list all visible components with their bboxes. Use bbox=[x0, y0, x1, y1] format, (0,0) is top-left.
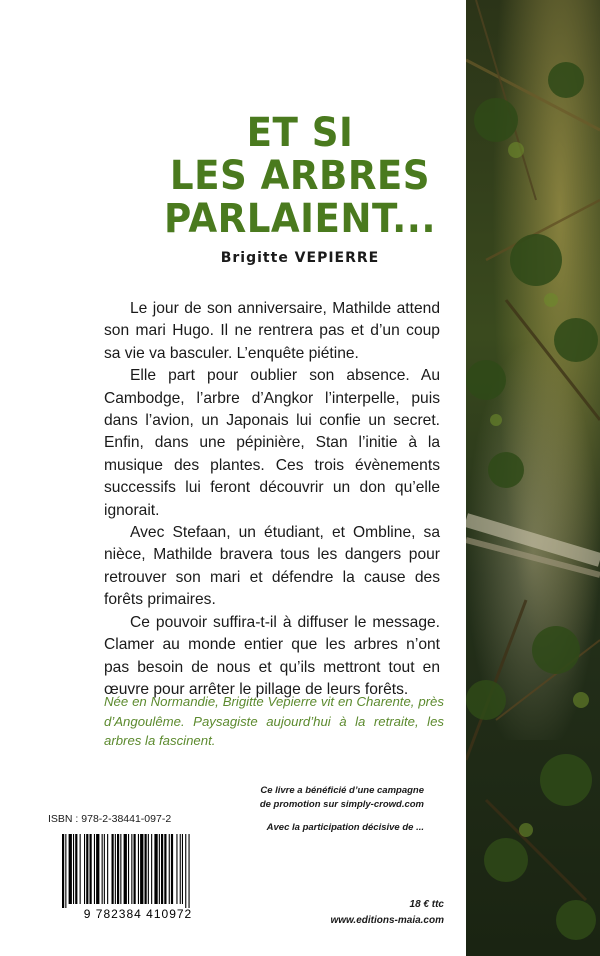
barcode-bar bbox=[169, 834, 170, 904]
synopsis-paragraph: Avec Stefaan, un étudiant, et Ombline, sa nièce, Mathilde bravera tous les dangers pour retrouver son mari et défendre la cause des forêts primaires. bbox=[104, 524, 440, 609]
barcode-bar bbox=[84, 834, 85, 904]
barcode-bar bbox=[185, 834, 186, 908]
barcode-bar bbox=[171, 834, 173, 904]
barcode-bar bbox=[120, 834, 121, 904]
barcode-bar bbox=[75, 834, 77, 904]
synopsis bbox=[104, 298, 440, 701]
barcode-bar bbox=[65, 834, 66, 908]
barcode-bar bbox=[69, 834, 72, 904]
author-bio: Née en Normandie, Brigitte Vepierre vit en Charente, près d’Angoulême. Paysagiste aujourd’hui à la retraite, les arbres la fascinent. bbox=[104, 694, 444, 748]
barcode-bar bbox=[164, 834, 166, 904]
barcode-bar bbox=[138, 834, 139, 904]
campaign-line: Ce livre a bénéficié d’une campagne bbox=[260, 785, 424, 796]
isbn-label: ISBN : 978-2-38441-097-2 bbox=[48, 813, 172, 825]
barcode-bar bbox=[189, 834, 190, 908]
book-title bbox=[161, 112, 440, 241]
barcode-bar bbox=[112, 834, 114, 904]
barcode-bar bbox=[80, 834, 81, 904]
barcode-bar bbox=[182, 834, 183, 904]
barcode-bar bbox=[62, 834, 64, 908]
barcode-bar bbox=[151, 834, 152, 904]
barcode-bar bbox=[86, 834, 88, 904]
title-line: ET SI bbox=[246, 110, 354, 156]
barcode-bar bbox=[102, 834, 103, 904]
price: 18 € ttc bbox=[409, 899, 444, 910]
barcode-bar bbox=[180, 834, 181, 904]
barcode-bar bbox=[73, 834, 74, 904]
synopsis-paragraph: Ce pouvoir suffira-t-il à diffuser le message. Clamer au monde entier que les arbres n’ont pas besoin de nous et qu’ils mettront tout en œuvre pour arrêter le pillage de leurs forêts. bbox=[104, 613, 440, 698]
participation-note: Avec la participation décisive de ... bbox=[266, 822, 424, 833]
author-name: Brigitte VEPIERRE bbox=[220, 250, 380, 266]
barcode-bar bbox=[159, 834, 160, 904]
barcode-bar bbox=[176, 834, 177, 904]
synopsis-paragraph: Le jour de son anniversaire, Mathilde attend son mari Hugo. Il ne rentrera pas et d’un coup sa vie va basculer. L’enquête piétine. bbox=[104, 300, 440, 362]
barcode-bar bbox=[117, 834, 119, 904]
barcode-bar bbox=[128, 834, 129, 904]
publisher-website: www.editions-maia.com bbox=[330, 915, 444, 926]
barcode-bar bbox=[134, 834, 136, 904]
barcode-bar bbox=[115, 834, 116, 904]
barcode-bar bbox=[94, 834, 95, 904]
barcode-bar bbox=[154, 834, 157, 904]
barcode-icon bbox=[54, 832, 222, 922]
barcode-bar bbox=[107, 834, 108, 904]
barcode-bar bbox=[104, 834, 105, 904]
synopsis-paragraph: Elle part pour oublier son absence. Au Cambodge, l’arbre d’Angkor l’interpelle, puis dans l’avion, un Japonais lui confie un secret. Enfin, dans une pépinière, Stan l’initie à la musique des plantes. Ces trois évènements successifs lui feront découvrir un don qu’elle ignorait. bbox=[104, 367, 440, 519]
barcode-bar bbox=[124, 834, 127, 904]
barcode-bar bbox=[96, 834, 99, 904]
campaign-note bbox=[256, 784, 424, 812]
campaign-line: de promotion sur simply-crowd.com bbox=[259, 799, 424, 810]
barcode-bar bbox=[145, 834, 147, 904]
forest-photo bbox=[466, 0, 600, 956]
barcode-bar bbox=[131, 834, 132, 904]
barcode-bar bbox=[161, 834, 163, 904]
barcode-bar bbox=[148, 834, 149, 904]
barcode-bar bbox=[90, 834, 92, 904]
barcode-digits: 9 782384 410972 bbox=[83, 907, 193, 921]
title-line: LES ARBRES bbox=[169, 153, 431, 199]
title-line: PARLAIENT... bbox=[164, 196, 436, 242]
barcode-bar bbox=[140, 834, 143, 904]
